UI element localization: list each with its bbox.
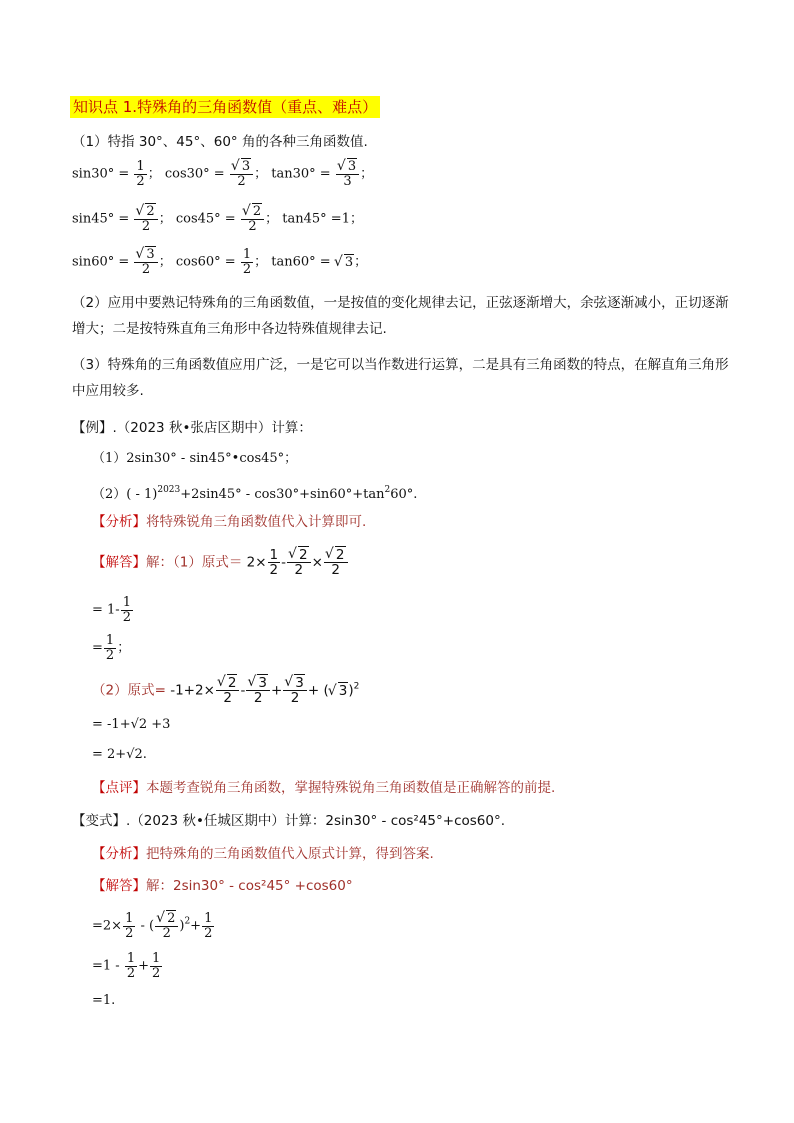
variant-analysis: 【分析】把特殊角的三角函数值代入原式计算，得到答案. (92, 846, 434, 862)
solution-2-step-2: = -1+√2 +3 (92, 717, 171, 732)
frac-1-2: $\frac{1}{2}$ (152, 951, 161, 981)
frac-sqrt3-2: √ $\frac{3}{2}$ (283, 676, 307, 705)
section-title: 知识点 1.特殊角的三角函数值（重点、难点） (70, 100, 380, 115)
example-q2: $(2)( - 1)^{2023}+2\sin 45^\circ - \cos 30^\circ+\sin 60^\circ+\tan^260^\circ$. (92, 485, 418, 502)
example-analysis: 【分析】将特殊锐角三角函数值代入计算即可. (92, 514, 367, 530)
frac-sqrt3-2: √ $\frac{3}{2}$ (230, 160, 253, 188)
variant-header: 【变式】.（2023 秋•任城区期中）计算：2sin30° - cos²45°+cos60°. (72, 813, 506, 829)
frac-1-2: $\frac{1}{2}$ (126, 951, 136, 981)
variant-answer: 【解答】解：2sin30° - cos²45° +cos60° (92, 878, 353, 894)
frac-sqrt2-2: √ $\frac{2}{2}$ (287, 548, 311, 577)
frac-1-2: $\frac{1}{2}$ (204, 911, 213, 941)
frac-sqrt3-3: √ $\frac{3}{3}$ (336, 160, 359, 188)
sqrt-3: √ 3 (335, 256, 354, 269)
frac-sqrt2-2: √ $\frac{2}{2}$ (134, 205, 157, 233)
frac-sqrt3-2: √ $\frac{3}{2}$ (246, 676, 270, 705)
solution-1-step-3: = $\frac{1}{2}$ ； (92, 633, 131, 663)
sqrt-3: √ 3 (329, 685, 349, 699)
example-header: 【例】.（2023 秋•张店区期中）计算： (72, 420, 312, 436)
paragraph-3: （3）特殊角的三角函数值应用广泛，一是它可以当作数进行运算，二是具有三角函数的特点，在解直角三角形中应用较多. (72, 357, 729, 399)
frac-1-2: $\frac{1}{2}$ (125, 911, 134, 941)
frac-1-2: $\frac{1}{2}$ (269, 547, 279, 579)
variant-step-final: =1. (92, 993, 116, 1008)
example-q1: （1）2sin30° - sin45°•cos45°； (92, 451, 298, 466)
frac-sqrt2-2: √ $\frac{2}{2}$ (155, 912, 178, 940)
solution-2-step-3: = 2+√2. (92, 747, 147, 762)
frac-1-2: $\frac{1}{2}$ (136, 159, 145, 189)
paragraph-1: （1）特指 30°、45°、60° 角的各种三角函数值. (72, 134, 368, 150)
solution-2: （2）原式= -1+2× √ $\frac{2}{2}$ - √ $\frac{3}{2}$ + √ $\frac{3}{2}$ + (√ 3)$^2$ (92, 676, 359, 705)
frac-sqrt2-2: √ $\frac{2}{2}$ (324, 548, 348, 577)
frac-sqrt2-2: √ $\frac{2}{2}$ (216, 676, 240, 705)
frac-1-2: $\frac{1}{2}$ (122, 595, 131, 625)
frac-sqrt2-2: √ $\frac{2}{2}$ (241, 205, 264, 233)
paragraph-2: （2）应用中要熟记特殊角的三角函数值，一是按值的变化规律去记，正弦逐渐增大，余弦逐渐减小，正切逐渐增大；二是按特殊直角三角形中各边特殊值规律去记. (72, 295, 729, 337)
frac-sqrt3-2: √ $\frac{3}{2}$ (134, 248, 157, 276)
frac-1-2: $\frac{1}{2}$ (105, 633, 115, 663)
frac-1-2: $\frac{1}{2}$ (242, 247, 252, 277)
example-answer: 【解答】解：（1）原式＝ 2× $\frac{1}{2}$ - √ $\frac{2}{2}$ × √ $\frac{2}{2}$ (92, 548, 349, 577)
row-45: sin45° = √ $\frac{2}{2}$ ； cos45° = √ $\frac{2}{2}$ ； tan45° =1； (72, 205, 363, 233)
variant-step-3: =1 - $\frac{1}{2}$ + $\frac{1}{2}$ (92, 951, 161, 981)
variant-step-2: =2× $\frac{1}{2}$ - ( √ $\frac{2}{2}$ )$^2$+ $\frac{1}{2}$ (92, 912, 215, 940)
solution-1-step-2: = 1- $\frac{1}{2}$ (92, 595, 131, 625)
example-comment: 【点评】本题考查锐角三角函数，掌握特殊锐角三角函数值是正确解答的前提. (92, 780, 556, 796)
row-30: sin30° = $\frac{1}{2}$ ； cos30° = √ $\frac{3}{2}$ ； tan30° = √ $\frac{3}{3}$ ； (72, 160, 373, 188)
row-60: sin60° = √ $\frac{3}{2}$ ； cos60° = $\frac{1}{2}$ ； tan60° = √ 3； (72, 248, 367, 276)
